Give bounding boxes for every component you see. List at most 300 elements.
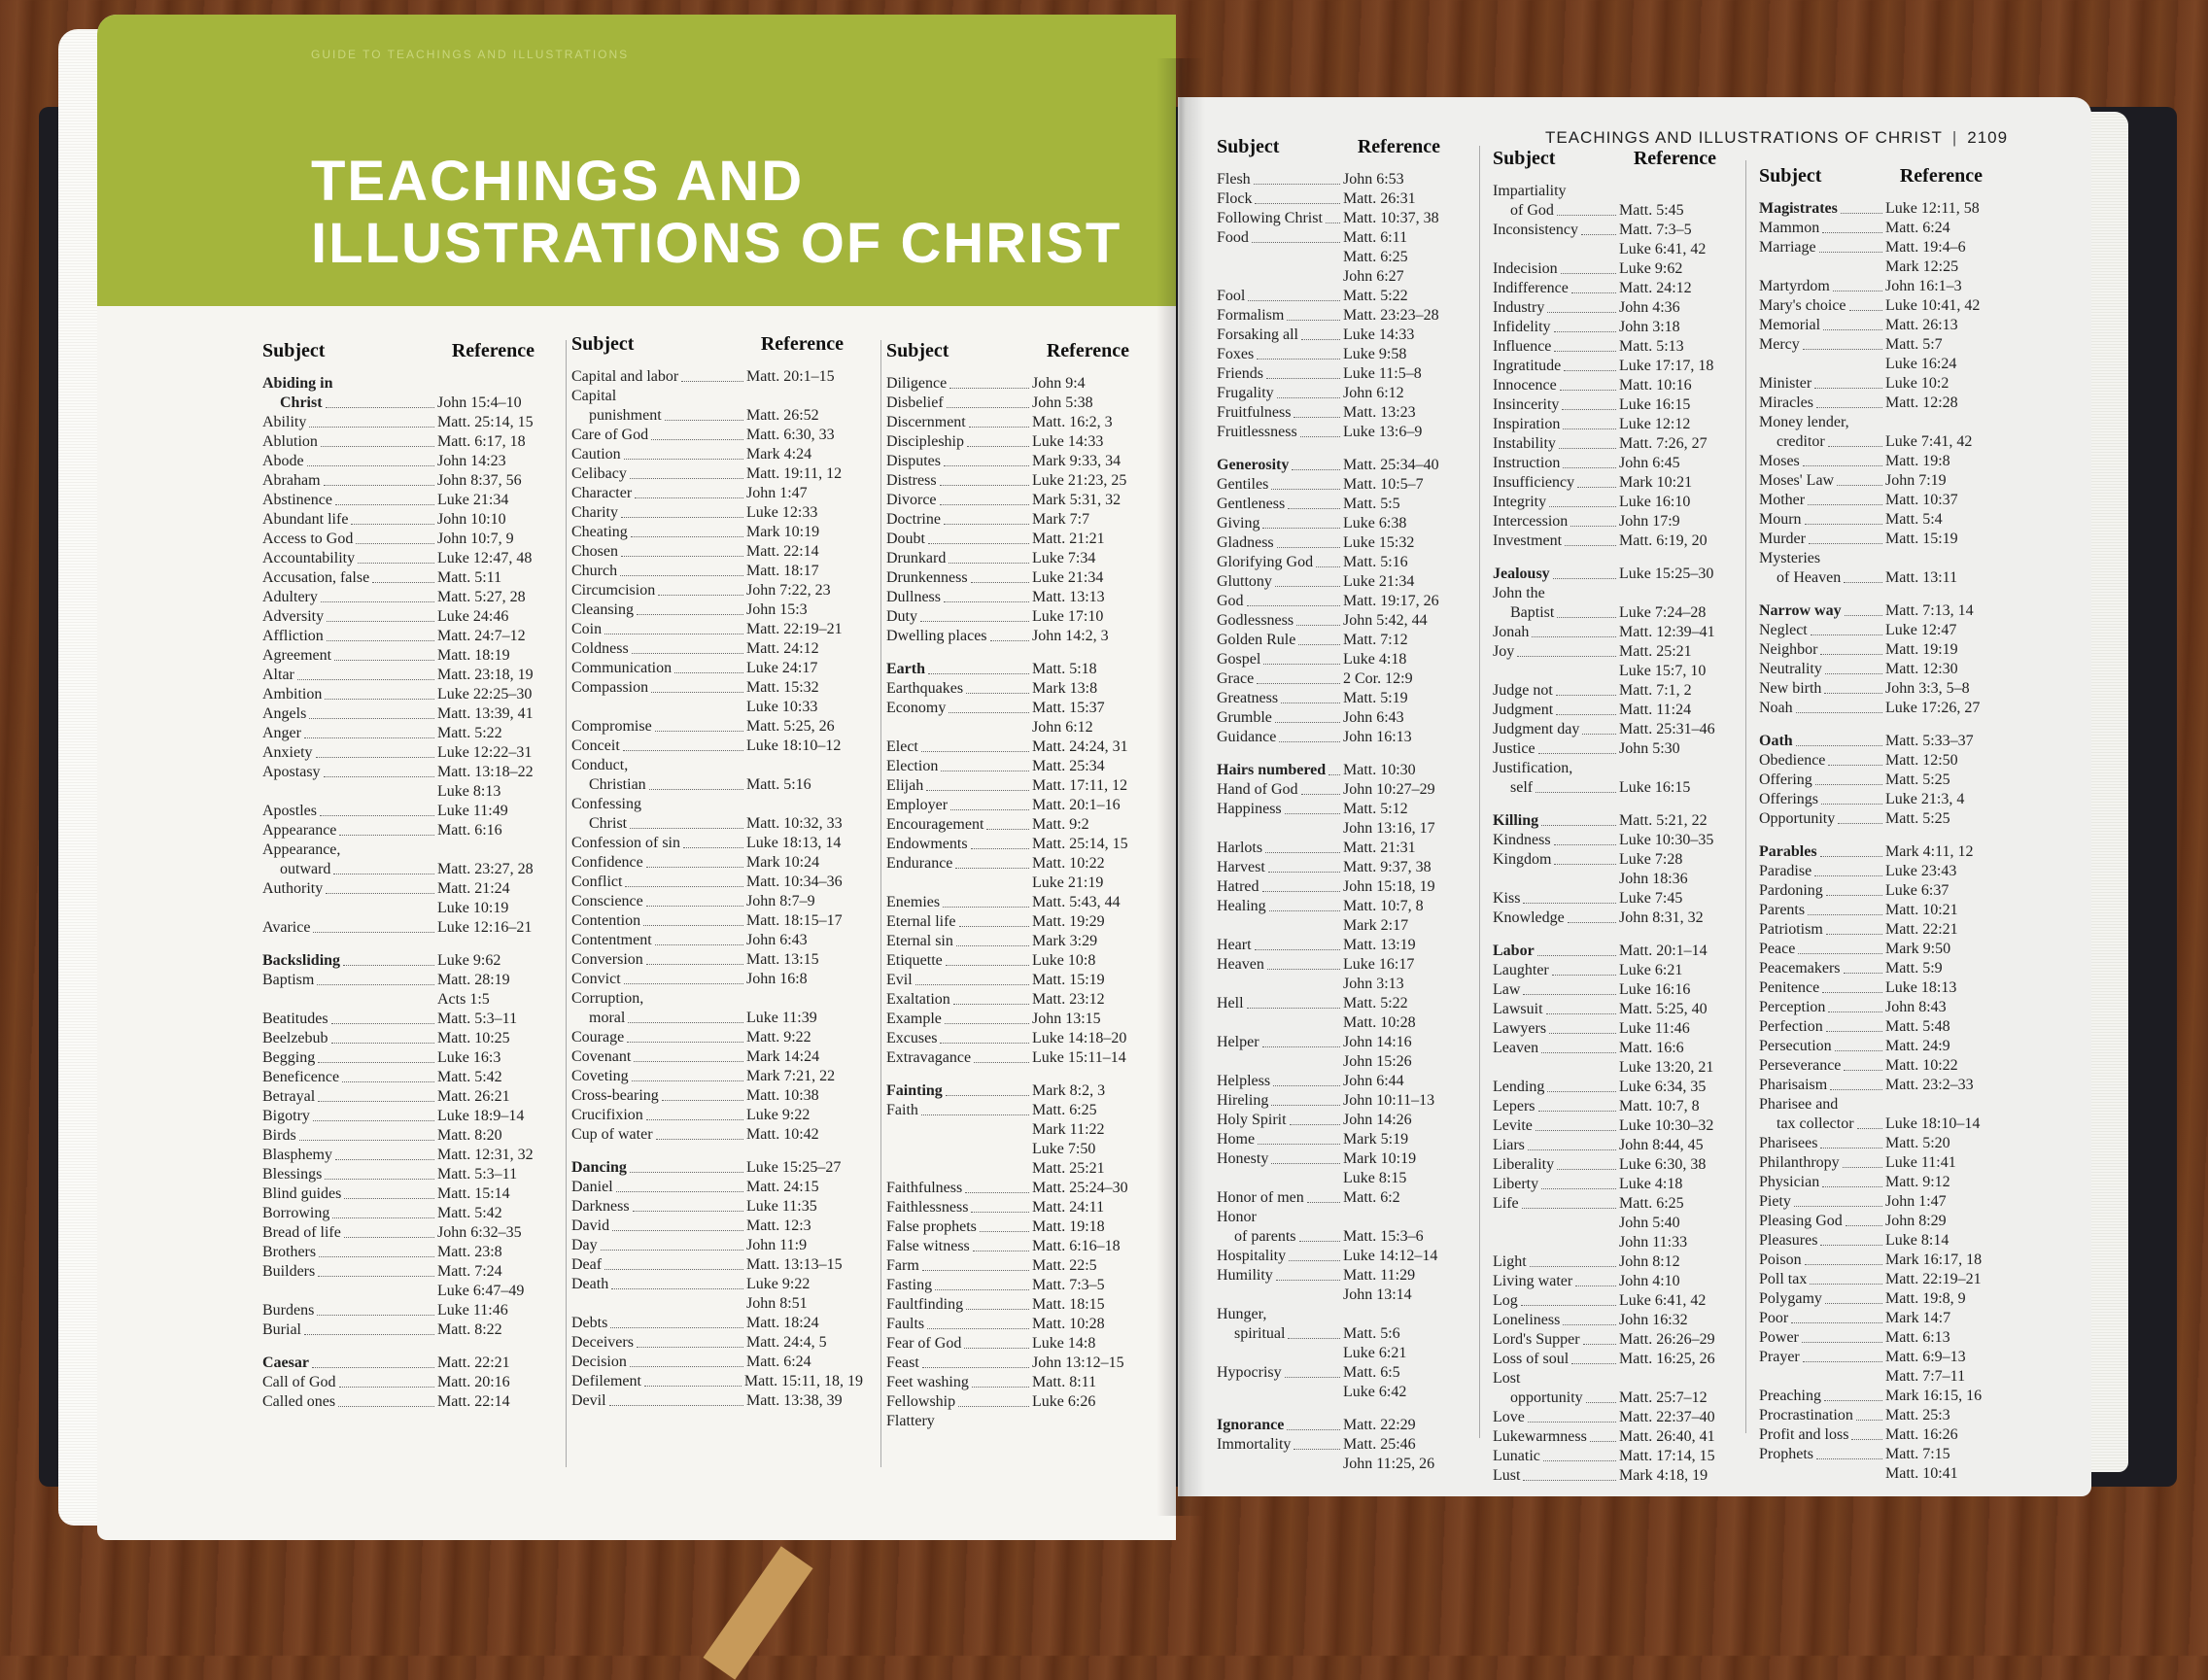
entry-reference [1619, 1369, 1736, 1389]
leader-dots [944, 588, 1029, 602]
entry-reference: Matt. 9:12 [1885, 1174, 1950, 1190]
index-entry [1759, 394, 2002, 413]
index-entry [1217, 1033, 1460, 1052]
leader-dots [1824, 679, 1882, 694]
index-entry [571, 367, 863, 387]
entry-reference: Matt. 6:19, 20 [1619, 532, 1708, 549]
index-entry [1217, 326, 1460, 345]
index-entry [1759, 374, 2002, 394]
entry-reference: Matt. 15:32 [746, 679, 819, 696]
index-entry [1493, 1175, 1736, 1194]
leader-dots [1562, 395, 1616, 410]
leader-dots [1255, 189, 1340, 204]
leader-dots [651, 426, 743, 440]
index-entry [571, 756, 863, 775]
index-entry [571, 1028, 863, 1047]
entry-subject: Following Christ [1217, 210, 1323, 226]
entry-reference: Matt. 5:16 [746, 776, 811, 793]
leader-dots [621, 542, 743, 557]
leader-dots [1548, 584, 1616, 599]
entry-subject: Miracles [1759, 394, 1813, 411]
entry-subject: Helper [1217, 1034, 1259, 1050]
index-entry [1759, 1464, 2002, 1484]
column-rule-1 [566, 340, 567, 1467]
entry-reference: John 14:16 [1343, 1034, 1412, 1050]
leader-dots [922, 1256, 1029, 1271]
leader-dots [1843, 1153, 1882, 1168]
index-entry [1493, 889, 1736, 909]
index-entry [1493, 259, 1736, 279]
entry-subject: Harvest [1217, 859, 1265, 875]
entry-reference: Matt. 22:5 [1032, 1257, 1097, 1274]
entry-subject: Immortality [1217, 1436, 1292, 1453]
index-entry [571, 892, 863, 911]
leader-dots [1553, 565, 1616, 579]
leader-dots [1220, 1013, 1340, 1028]
entry-reference: Matt. 25:14, 15 [437, 414, 534, 430]
entry-reference: Luke 7:45 [1619, 890, 1683, 907]
leader-dots [1265, 839, 1340, 853]
leader-dots [943, 893, 1029, 908]
entry-reference: Matt. 19:8, 9 [1885, 1290, 1966, 1307]
leader-dots [1809, 530, 1882, 544]
leader-dots [1798, 940, 1882, 954]
leader-dots [309, 413, 434, 428]
index-entry [571, 678, 863, 698]
entry-reference: Luke 10:8 [1032, 952, 1096, 969]
entry-subject: Faith [886, 1102, 918, 1118]
entry-subject: Neutrality [1759, 661, 1822, 677]
leader-dots [1257, 345, 1340, 360]
index-entry [1217, 858, 1460, 877]
subject-header: Subject [1759, 165, 1822, 187]
index-entry [571, 445, 863, 464]
leader-dots [1821, 790, 1882, 805]
index-entry [886, 1276, 1149, 1295]
leader-dots [1316, 553, 1340, 567]
index-entry [1759, 1289, 2002, 1309]
entry-subject: Honor [1217, 1209, 1257, 1225]
entry-subject: Generosity [1217, 457, 1290, 473]
leader-dots [1285, 800, 1340, 814]
entry-reference: Matt. 9:2 [1032, 816, 1089, 833]
leader-dots [1220, 1169, 1340, 1183]
leader-dots [1220, 916, 1340, 931]
leader-dots [1262, 877, 1340, 892]
entry-subject: Betrayal [262, 1088, 316, 1105]
entry-subject: Excuses [886, 1030, 938, 1046]
entry-reference [1343, 1208, 1460, 1227]
entry-subject: Gluttony [1217, 573, 1272, 590]
leader-dots [632, 639, 743, 654]
leader-dots [325, 685, 434, 700]
leader-dots [1581, 221, 1616, 235]
entry-subject: Mourn [1759, 511, 1802, 528]
entry-reference: Matt. 22:21 [437, 1354, 510, 1371]
entry-reference: Luke 8:14 [1885, 1232, 1949, 1249]
entry-reference: John 15:3 [746, 601, 808, 618]
entry-subject: Lukewarmness [1493, 1428, 1587, 1445]
index-entry [1759, 920, 2002, 940]
index-entry [1759, 601, 2002, 621]
entry-reference: Luke 11:46 [1619, 1020, 1690, 1037]
leader-dots [1528, 1136, 1616, 1150]
entry-subject: Indifference [1493, 280, 1569, 296]
leader-dots [1300, 423, 1340, 437]
entry-subject: Hand of God [1217, 781, 1298, 798]
entry-reference: Matt. 5:4 [1885, 511, 1943, 528]
leader-dots [1830, 1076, 1882, 1090]
leader-dots [1762, 257, 1882, 272]
index-entry [1493, 870, 1736, 889]
index-entry [1217, 916, 1460, 936]
entry-reference: Matt. 10:32, 33 [746, 815, 843, 832]
index-entry [1493, 279, 1736, 298]
entry-reference: John 7:19 [1885, 472, 1947, 489]
entry-reference: John 5:38 [1032, 394, 1093, 411]
index-entry [1759, 679, 2002, 699]
index-entry [571, 717, 863, 737]
entry-reference: Matt. 13:39, 41 [437, 705, 534, 722]
index-entry [571, 1217, 863, 1236]
entry-subject: Death [571, 1276, 609, 1292]
leader-dots [1762, 355, 1882, 369]
entry-reference: John 18:36 [1619, 871, 1688, 887]
entry-reference: Matt. 25:21 [1619, 643, 1692, 660]
entry-reference: Matt. 10:7, 8 [1619, 1098, 1700, 1114]
leader-dots [621, 503, 743, 518]
entry-reference: John 14:26 [1343, 1112, 1412, 1128]
entry-reference: Matt. 6:13 [1885, 1329, 1950, 1346]
index-entry [1759, 621, 2002, 640]
index-entry [1759, 771, 2002, 790]
index-entry [1759, 510, 2002, 530]
index-entry [886, 374, 1149, 394]
entry-reference: Luke 12:16–21 [437, 919, 533, 936]
index-entry [1493, 1116, 1736, 1136]
index-entry [571, 484, 863, 503]
entry-reference: Matt. 5:12 [1343, 801, 1408, 817]
index-entry [571, 581, 863, 600]
entry-reference: Matt. 5:42 [437, 1069, 502, 1085]
entry-reference: Luke 11:46 [437, 1302, 508, 1319]
leader-dots [307, 452, 434, 466]
entry-subject: Healing [1217, 898, 1266, 914]
entry-reference: Matt. 6:9–13 [1885, 1349, 1966, 1365]
entry-subject: Offerings [1759, 791, 1819, 807]
leader-dots [966, 1295, 1029, 1310]
index-entry [262, 1165, 554, 1184]
entry-subject: Parables [1759, 843, 1817, 860]
index-entry [571, 853, 863, 873]
reference-header: Reference [760, 333, 844, 355]
leader-dots [1796, 699, 1882, 713]
entry-subject: Crucifixion [571, 1107, 643, 1123]
entry-reference: John 15:26 [1343, 1053, 1412, 1070]
entry-subject: Memorial [1759, 317, 1821, 333]
index-entry [1759, 1367, 2002, 1387]
index-entry [886, 588, 1149, 607]
index-entry [571, 1106, 863, 1125]
index-entry [262, 879, 554, 899]
index-entry [886, 607, 1149, 627]
index-entry [262, 1107, 554, 1126]
entry-reference: Matt. 26:31 [1343, 190, 1416, 207]
index-entry [1759, 1425, 2002, 1445]
index-entry [571, 1275, 863, 1294]
entry-reference: Luke 18:9–14 [437, 1108, 525, 1124]
leader-dots [1557, 201, 1616, 216]
entry-subject: Eternal life [886, 913, 956, 930]
entry-subject: Preaching [1759, 1388, 1821, 1404]
entry-reference: Matt. 24:11 [1032, 1199, 1105, 1216]
leader-dots [1577, 473, 1616, 488]
entry-reference: Luke 12:47 [1885, 622, 1957, 638]
entry-reference: Luke 17:10 [1032, 608, 1104, 625]
entry-subject: Dwelling places [886, 628, 987, 644]
leader-dots [1762, 1464, 1882, 1479]
entry-subject: Altar [262, 667, 294, 683]
leader-dots [318, 1087, 434, 1102]
leader-dots [1820, 1134, 1882, 1149]
index-entry [571, 1047, 863, 1067]
index-entry [571, 600, 863, 620]
index-entry [571, 950, 863, 970]
entry-reference: Matt. 23:8 [437, 1244, 502, 1260]
leader-dots [1808, 491, 1882, 505]
entry-reference: Mark 13:8 [1032, 680, 1098, 697]
entry-reference: Mark 5:31, 32 [1032, 492, 1121, 508]
entry-subject: Love [1493, 1409, 1525, 1425]
leader-dots [297, 666, 434, 680]
index-entry [1759, 1153, 2002, 1173]
index-entry [1493, 850, 1736, 870]
entry-subject: Abode [262, 453, 304, 469]
entry-subject: Golden Rule [1217, 632, 1296, 648]
leader-dots [1568, 909, 1616, 923]
entry-reference: Matt. 5:11 [437, 569, 502, 586]
entry-subject: Log [1493, 1292, 1518, 1309]
leader-dots [1852, 413, 1882, 428]
banner-running-head: GUIDE TO TEACHINGS AND ILLUSTRATIONS [311, 48, 630, 61]
index-entry [1493, 531, 1736, 551]
index-entry [1759, 1309, 2002, 1328]
leader-dots [312, 1354, 434, 1368]
leader-dots [1549, 1019, 1616, 1034]
index-entry [1217, 306, 1460, 326]
leader-dots [1547, 1078, 1616, 1092]
index-entry [886, 660, 1149, 679]
leader-dots [889, 718, 1029, 733]
leader-dots [265, 990, 434, 1005]
entry-subject: Poll tax [1759, 1271, 1808, 1287]
leader-dots [1802, 1328, 1882, 1343]
entry-reference: Matt. 6:17, 18 [437, 433, 526, 450]
index-entry [571, 639, 863, 659]
entry-subject: Instability [1493, 435, 1556, 452]
leader-dots [1271, 475, 1340, 490]
entry-reference: Mark 9:33, 34 [1032, 453, 1121, 469]
entry-reference [1619, 759, 1736, 778]
entry-subject: Harlots [1217, 840, 1263, 856]
entry-subject: Poison [1759, 1251, 1802, 1268]
index-entry [1217, 669, 1460, 689]
entry-subject: Lost [1493, 1370, 1521, 1387]
leader-dots [1521, 1291, 1616, 1306]
entry-subject: Conscience [571, 893, 643, 909]
entry-subject: Kingdom [1493, 851, 1552, 868]
leader-dots [1275, 708, 1340, 723]
leader-dots [1247, 592, 1340, 606]
index-entry [886, 1354, 1149, 1373]
index-entry [1217, 631, 1460, 650]
entry-reference: Luke 16:24 [1885, 356, 1957, 372]
index-entry [1493, 759, 1736, 778]
entry-reference [1885, 549, 2002, 568]
index-entry [886, 1010, 1149, 1029]
leader-dots [637, 600, 743, 615]
index-entry [262, 1087, 554, 1107]
entry-subject: Glorifying God [1217, 554, 1314, 570]
entry-subject: Backsliding [262, 952, 341, 969]
index-column-3 [886, 340, 1149, 1431]
leader-dots [604, 620, 743, 634]
entry-subject: Capital [571, 388, 617, 404]
entry-subject: Patriotism [1759, 921, 1823, 938]
index-column-2 [571, 333, 863, 1411]
entry-reference: Matt. 5:16 [1343, 554, 1408, 570]
entry-reference: Matt. 13:18–22 [437, 764, 534, 780]
index-entry [262, 471, 554, 491]
leader-dots [1273, 1072, 1340, 1086]
leader-dots [674, 659, 743, 673]
index-entry [1493, 357, 1736, 376]
entry-reference: Matt. 13:19 [1343, 937, 1416, 953]
reference-header: Reference [1357, 136, 1440, 157]
leader-dots [1841, 1095, 1882, 1110]
entry-subject: Philanthropy [1759, 1154, 1840, 1171]
entry-reference: Luke 6:41, 42 [1619, 241, 1707, 257]
entry-reference: Matt. 7:15 [1885, 1446, 1950, 1462]
entry-reference: Luke 16:17 [1343, 956, 1415, 973]
index-entry [571, 834, 863, 853]
entry-reference [437, 374, 554, 394]
entry-subject: Mammon [1759, 220, 1820, 236]
entry-subject: Contentment [571, 932, 652, 948]
index-entry [1493, 1408, 1736, 1427]
leader-dots [1803, 335, 1882, 350]
index-entry [1759, 699, 2002, 718]
index-entry [1493, 415, 1736, 434]
index-entry [1493, 512, 1736, 531]
index-entry [886, 510, 1149, 530]
entry-reference: Matt. 23:27, 28 [437, 861, 534, 877]
entry-subject: Penitence [1759, 979, 1820, 996]
leader-dots [334, 646, 434, 661]
entry-reference: Mark 5:19 [1343, 1131, 1409, 1148]
leader-dots [318, 1262, 434, 1277]
leader-dots [318, 1048, 434, 1063]
entry-subject: False prophets [886, 1218, 977, 1235]
index-entry [571, 1236, 863, 1255]
entry-subject: tax collector [1777, 1115, 1854, 1132]
leader-dots [1326, 209, 1340, 223]
entry-reference [1619, 584, 1736, 603]
entry-subject: Convict [571, 971, 621, 987]
entry-reference: Matt. 8:20 [437, 1127, 502, 1144]
entry-reference: Matt. 18:15–17 [746, 912, 843, 929]
index-entry [1759, 471, 2002, 491]
index-entry [1759, 199, 2002, 219]
entry-reference: John 16:8 [746, 971, 808, 987]
entry-subject: Perfection [1759, 1018, 1823, 1035]
leader-dots [1268, 858, 1340, 873]
entry-subject: Faithfulness [886, 1180, 963, 1196]
entry-reference: Mark 4:24 [746, 446, 812, 463]
entry-subject: Affliction [262, 628, 324, 644]
entry-reference: Matt. 6:30, 33 [746, 427, 835, 443]
leader-dots [1496, 870, 1616, 884]
leader-dots [344, 1184, 434, 1199]
leader-dots [331, 1010, 434, 1024]
index-entry [571, 698, 863, 717]
leader-dots [304, 724, 434, 738]
leader-dots [1266, 364, 1340, 379]
leader-dots [889, 1140, 1029, 1154]
entry-subject: Foxes [1217, 346, 1255, 362]
entry-reference: Matt. 16:6 [1619, 1040, 1684, 1056]
leader-dots [1523, 1466, 1616, 1481]
entry-subject: Peacemakers [1759, 960, 1841, 977]
leader-dots [574, 698, 743, 712]
entry-subject: Appearance [262, 822, 337, 839]
entry-reference: Matt. 5:3–11 [437, 1166, 518, 1183]
leader-dots [949, 699, 1029, 713]
index-entry [886, 737, 1149, 757]
entry-reference: John 6:44 [1343, 1073, 1404, 1089]
entry-subject: Prophets [1759, 1446, 1813, 1462]
entry-subject: Enemies [886, 894, 941, 910]
index-entry [886, 1179, 1149, 1198]
leader-dots [1808, 901, 1882, 915]
entry-subject: Conversion [571, 951, 643, 968]
leader-dots [630, 814, 743, 829]
entry-subject: Honesty [1217, 1150, 1269, 1167]
index-entry [1217, 1286, 1460, 1305]
entry-subject: Drunkard [886, 550, 947, 566]
leader-dots [332, 1204, 434, 1218]
leader-dots [616, 1178, 743, 1192]
entry-reference: Matt. 5:25, 40 [1619, 1001, 1708, 1017]
leader-dots [1247, 994, 1340, 1009]
entry-subject: Christ [280, 394, 323, 411]
index-entry [1493, 909, 1736, 928]
entry-subject: Judgment day [1493, 721, 1580, 737]
index-entry [1217, 819, 1460, 839]
entry-reference: Matt. 6:11 [1343, 229, 1408, 246]
entry-reference: Luke 21:19 [1032, 874, 1104, 891]
entry-subject: Cheating [571, 524, 628, 540]
entry-subject: Pharisaism [1759, 1077, 1828, 1093]
leader-dots [1538, 739, 1616, 754]
index-entry [886, 471, 1149, 491]
leader-dots [1590, 1427, 1616, 1442]
entry-subject: Abstinence [262, 492, 332, 508]
index-entry [886, 1237, 1149, 1256]
leader-dots [1294, 1435, 1340, 1450]
leader-dots [1290, 1111, 1340, 1125]
entry-reference: John 17:9 [1619, 513, 1680, 530]
